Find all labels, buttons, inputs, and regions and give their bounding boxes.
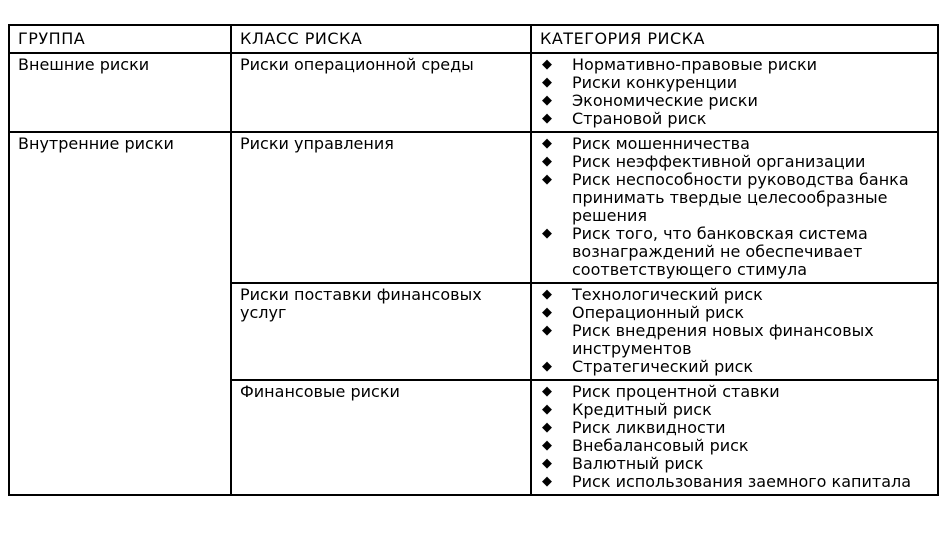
category-text: Риск мошенничества: [572, 134, 750, 153]
header-row: [9, 25, 938, 53]
diamond-bullet-icon: ◆: [542, 287, 552, 302]
category-text: Риск того, что банковская система вознаграждений не обеспечивает соответствующего стимула: [572, 224, 868, 279]
category-item: [540, 225, 929, 279]
category-list: [540, 383, 929, 491]
header-class: КЛАСС РИСКА: [231, 25, 531, 53]
category-item: [540, 92, 929, 110]
table-row: [9, 53, 938, 132]
category-item: [540, 74, 929, 92]
category-text: Нормативно-правовые риски: [572, 55, 818, 74]
category-text: Валютный риск: [572, 454, 704, 473]
category-text: Риск процентной ставки: [572, 382, 780, 401]
category-item: [540, 110, 929, 128]
category-item: [540, 358, 929, 376]
diamond-bullet-icon: ◆: [542, 305, 552, 320]
group-cell: Внешние риски: [9, 53, 231, 132]
category-item: [540, 135, 929, 153]
table-row: [9, 132, 938, 283]
header-category: КАТЕГОРИЯ РИСКА: [531, 25, 938, 53]
category-text: Кредитный риск: [572, 400, 712, 419]
category-text: Операционный риск: [572, 303, 744, 322]
category-item: [540, 56, 929, 74]
risk-category-cell: [531, 53, 938, 132]
risk-category-cell: [531, 283, 938, 380]
risk-classification-page: [8, 24, 937, 496]
category-item: [540, 455, 929, 473]
category-text: Риск неспособности руководства банка принимать твердые целесообразные решения: [572, 170, 909, 225]
diamond-bullet-icon: ◆: [542, 226, 552, 241]
category-text: Внебалансовый риск: [572, 436, 749, 455]
diamond-bullet-icon: ◆: [542, 359, 552, 374]
category-text: Риск внедрения новых финансовых инструментов: [572, 321, 874, 358]
category-text: Стратегический риск: [572, 357, 754, 376]
category-text: Риски конкуренции: [572, 73, 738, 92]
risk-class-cell: Финансовые риски: [231, 380, 531, 495]
diamond-bullet-icon: ◆: [542, 172, 552, 187]
category-item: [540, 473, 929, 491]
category-item: [540, 383, 929, 401]
risk-class-cell: Риски операционной среды: [231, 53, 531, 132]
risk-class-cell: Риски поставки финансовых услуг: [231, 283, 531, 380]
diamond-bullet-icon: ◆: [542, 75, 552, 90]
category-item: [540, 153, 929, 171]
category-list: [540, 286, 929, 376]
table-body: [9, 53, 938, 495]
diamond-bullet-icon: ◆: [542, 438, 552, 453]
diamond-bullet-icon: ◆: [542, 136, 552, 151]
group-cell: Внутренние риски: [9, 132, 231, 495]
header-group: ГРУППА: [9, 25, 231, 53]
risk-class-cell: Риски управления: [231, 132, 531, 283]
diamond-bullet-icon: ◆: [542, 384, 552, 399]
category-item: [540, 401, 929, 419]
diamond-bullet-icon: ◆: [542, 474, 552, 489]
diamond-bullet-icon: ◆: [542, 111, 552, 126]
category-text: Риск использования заемного капитала: [572, 472, 912, 491]
category-item: [540, 322, 929, 358]
category-item: [540, 286, 929, 304]
diamond-bullet-icon: ◆: [542, 323, 552, 338]
category-list: [540, 135, 929, 279]
category-text: Страновой риск: [572, 109, 707, 128]
category-text: Экономические риски: [572, 91, 758, 110]
category-item: [540, 171, 929, 225]
diamond-bullet-icon: ◆: [542, 456, 552, 471]
category-text: Технологический риск: [572, 285, 763, 304]
risk-category-cell: [531, 380, 938, 495]
diamond-bullet-icon: ◆: [542, 154, 552, 169]
category-text: Риск неэффективной организации: [572, 152, 866, 171]
risk-category-cell: [531, 132, 938, 283]
diamond-bullet-icon: ◆: [542, 402, 552, 417]
category-list: [540, 56, 929, 128]
category-item: [540, 304, 929, 322]
risk-table: [8, 24, 939, 496]
category-text: Риск ликвидности: [572, 418, 726, 437]
diamond-bullet-icon: ◆: [542, 420, 552, 435]
category-item: [540, 437, 929, 455]
category-item: [540, 419, 929, 437]
diamond-bullet-icon: ◆: [542, 93, 552, 108]
diamond-bullet-icon: ◆: [542, 57, 552, 72]
